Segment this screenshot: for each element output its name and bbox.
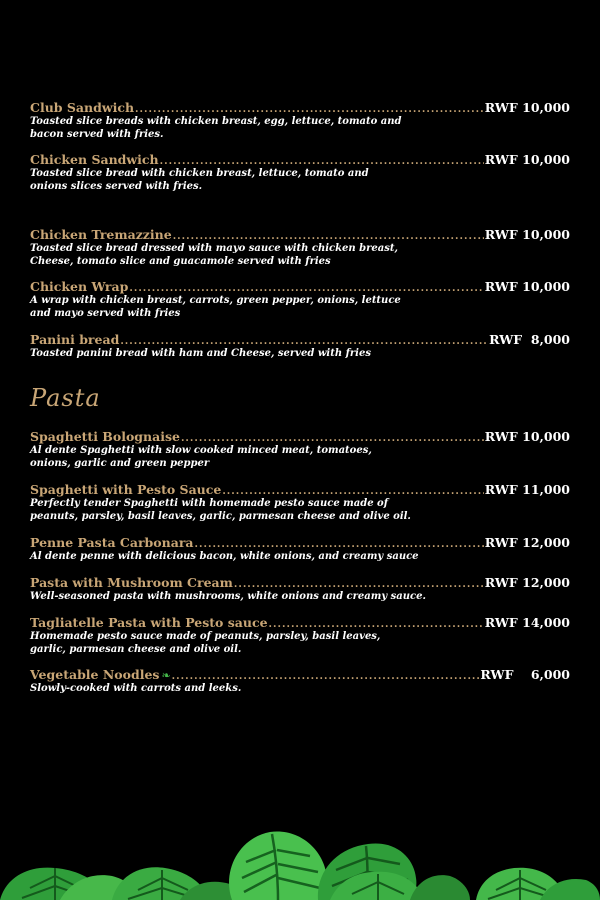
item-price: RWF 10,000 <box>484 100 570 115</box>
menu-item-tagliatelle-pesto <box>30 615 570 656</box>
item-name: Club Sandwich <box>30 100 135 115</box>
item-price: RWF 8,000 <box>489 332 570 347</box>
menu-item-chicken-sandwich <box>30 152 570 193</box>
menu-item-panini-bread <box>30 332 570 361</box>
item-price: RWF 10,000 <box>484 279 570 294</box>
item-name: Tagliatelle Pasta with Pesto sauce <box>30 615 268 630</box>
menu-item-pasta-mushroom <box>30 575 570 604</box>
item-name: Pasta with Mushroom Cream <box>30 575 233 590</box>
item-description: Homemade pesto sauce made of peanuts, parsley, basil leaves, garlic, parmesan cheese and olive oil. <box>30 631 381 655</box>
item-price: RWF 6,000 <box>480 667 570 682</box>
item-name: Chicken Sandwich <box>30 152 159 167</box>
item-price: RWF 10,000 <box>484 152 570 167</box>
section-title-pasta: Pasta <box>30 384 101 412</box>
item-description: Toasted slice bread dressed with mayo sauce with chicken breast, Cheese, tomato slice and guacamole served with fries <box>30 243 398 267</box>
menu-item-vegetable-noodles <box>30 667 570 696</box>
item-description: Al dente Spaghetti with slow cooked minced meat, tomatoes, onions, garlic and green pepper <box>30 445 372 469</box>
menu-item-chicken-tremazzine <box>30 227 570 268</box>
item-name: Chicken Tremazzine <box>30 227 172 242</box>
item-name: Spaghetti Bolognaise <box>30 429 180 444</box>
item-description: Toasted panini bread with ham and Cheese, served with fries <box>30 348 371 359</box>
menu-item-penne-carbonara <box>30 535 570 564</box>
leaf-right-icon <box>476 868 600 900</box>
leaf-icon: ❧ <box>161 669 171 682</box>
item-description: A wrap with chicken breast, carrots, green pepper, onions, lettuce and mayo served with fries <box>30 295 401 319</box>
menu-item-chicken-wrap <box>30 279 570 320</box>
leaf-center-left-icon <box>112 867 244 900</box>
item-description: Well-seasoned pasta with mushrooms, white onions and creamy sauce. <box>30 591 426 602</box>
item-name: Chicken Wrap <box>30 279 129 294</box>
item-description: Toasted slice breads with chicken breast, egg, lettuce, tomato and bacon served with fries. <box>30 116 402 140</box>
item-description: Perfectly tender Spaghetti with homemade pesto sauce made of peanuts, parsley, basil leaves, garlic, parmesan cheese and olive oil. <box>30 498 411 522</box>
item-price: RWF 10,000 <box>484 227 570 242</box>
item-description: Al dente penne with delicious bacon, white onions, and creamy sauce <box>30 551 419 562</box>
item-price: RWF 10,000 <box>484 429 570 444</box>
item-description: Toasted slice bread with chicken breast, lettuce, tomato and onions slices served with fries. <box>30 168 369 192</box>
item-name: Panini bread <box>30 332 120 347</box>
item-price: RWF 12,000 <box>484 575 570 590</box>
item-name: Penne Pasta Carbonara <box>30 535 194 550</box>
menu-item-spaghetti-bolognaise <box>30 429 570 470</box>
foliage-decoration <box>0 810 600 900</box>
item-price: RWF 11,000 <box>484 482 570 497</box>
item-price: RWF 14,000 <box>484 615 570 630</box>
menu-item-spaghetti-pesto <box>30 482 570 523</box>
item-name: Spaghetti with Pesto Sauce <box>30 482 222 497</box>
item-name: Vegetable Noodles <box>30 667 160 682</box>
menu-item-club-sandwich <box>30 100 570 141</box>
item-description: Slowly-cooked with carrots and leeks. <box>30 683 242 694</box>
item-price: RWF 12,000 <box>484 535 570 550</box>
